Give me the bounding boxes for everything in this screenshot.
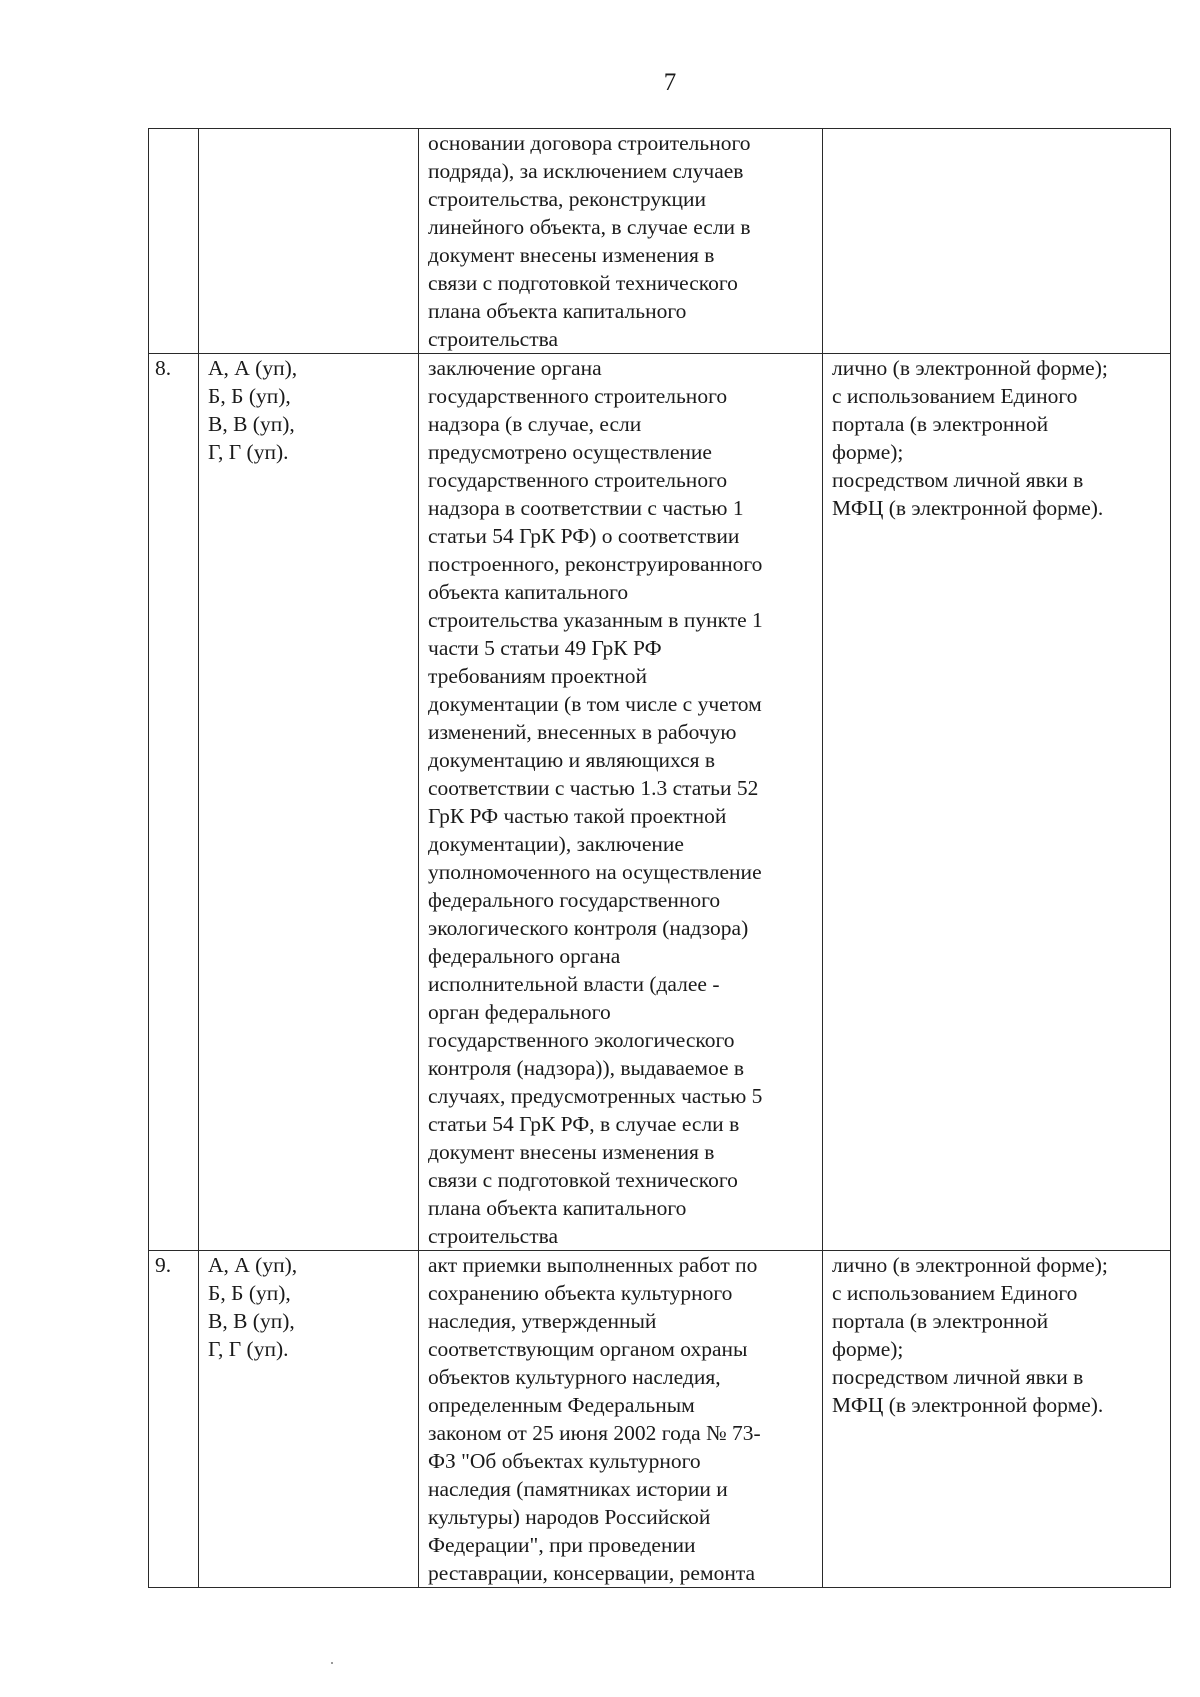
page-number: 7 xyxy=(663,69,677,96)
submission-method-line: лично (в электронной форме); xyxy=(832,1253,1108,1277)
document-text-line: реставрации, консервации, ремонта xyxy=(428,1561,756,1585)
document-text-line: ФЗ "Об объектах культурного xyxy=(428,1449,701,1473)
document-text-line: исполнительной власти (далее - xyxy=(428,972,720,996)
submission-method-line: форме); xyxy=(832,440,904,464)
row-number: 8. xyxy=(149,354,199,1251)
submission-method-line: МФЦ (в электронной форме). xyxy=(832,1393,1104,1417)
table-body xyxy=(149,129,1171,1588)
document-text-line: связи с подготовкой технического xyxy=(428,1168,738,1192)
applicant-code-line: В, В (уп), xyxy=(208,1309,295,1333)
document-text-line: строительства xyxy=(428,1224,559,1248)
submission-method-line: с использованием Единого xyxy=(832,1281,1078,1305)
submission-method-line: посредством личной явки в xyxy=(832,1365,1084,1389)
document-text-line: контроля (надзора)), выдаваемое в xyxy=(428,1056,745,1080)
document-description-cell xyxy=(419,129,823,354)
table-row xyxy=(149,1251,1171,1588)
submission-method-line: МФЦ (в электронной форме). xyxy=(832,496,1104,520)
row-number xyxy=(149,129,199,354)
document-text-line: наследия, утвержденный xyxy=(428,1309,657,1333)
applicant-codes-cell xyxy=(199,129,419,354)
document-description-cell xyxy=(419,354,823,1251)
document-text-line: построенного, реконструированного xyxy=(428,552,763,576)
submission-method-line: форме); xyxy=(832,1337,904,1361)
document-text-line: объектов культурного наследия, xyxy=(428,1365,721,1389)
document-text-line: сохранению объекта культурного xyxy=(428,1281,733,1305)
documents-table xyxy=(148,128,1171,1588)
document-text-line: акт приемки выполненных работ по xyxy=(428,1253,758,1277)
submission-method-line: с использованием Единого xyxy=(832,384,1078,408)
document-text-line: плана объекта капитального xyxy=(428,299,687,323)
applicant-code-line: Г, Г (уп). xyxy=(208,440,289,464)
document-text-line: статьи 54 ГрК РФ, в случае если в xyxy=(428,1112,740,1136)
submission-method-cell xyxy=(823,1251,1171,1588)
document-text-line: линейного объекта, в случае если в xyxy=(428,215,751,239)
submission-method-cell xyxy=(823,129,1171,354)
document-text-line: надзора в соответствии с частью 1 xyxy=(428,496,744,520)
document-text-line: объекта капитального xyxy=(428,580,629,604)
submission-method-line: посредством личной явки в xyxy=(832,468,1084,492)
applicant-codes-cell xyxy=(199,354,419,1251)
applicant-code-line: Б, Б (уп), xyxy=(208,384,291,408)
document-text-line: экологического контроля (надзора) xyxy=(428,916,749,940)
applicant-code-line: В, В (уп), xyxy=(208,412,295,436)
document-text-line: соответствующим органом охраны xyxy=(428,1337,748,1361)
document-text-line: надзора (в случае, если xyxy=(428,412,642,436)
table-row xyxy=(149,129,1171,354)
document-text-line: государственного экологического xyxy=(428,1028,735,1052)
document-text-line: Федерации", при проведении xyxy=(428,1533,696,1557)
document-text-line: подряда), за исключением случаев xyxy=(428,159,744,183)
submission-method-line: лично (в электронной форме); xyxy=(832,356,1108,380)
submission-method-line: портала (в электронной xyxy=(832,1309,1049,1333)
table-row xyxy=(149,354,1171,1251)
document-text-line: документации (в том числе с учетом xyxy=(428,692,762,716)
document-text-line: строительства, реконструкции xyxy=(428,187,707,211)
document-text-line: культуры) народов Российской xyxy=(428,1505,711,1529)
document-text-line: уполномоченного на осуществление xyxy=(428,860,762,884)
document-text-line: государственного строительного xyxy=(428,384,728,408)
document-text-line: законом от 25 июня 2002 года № 73- xyxy=(428,1421,761,1445)
document-text-line: заключение органа xyxy=(428,356,602,380)
document-text-line: случаях, предусмотренных частью 5 xyxy=(428,1084,763,1108)
document-text-line: предусмотрено осуществление xyxy=(428,440,712,464)
document-text-line: документ внесены изменения в xyxy=(428,1140,715,1164)
applicant-code-line: А, А (уп), xyxy=(208,356,298,380)
applicant-code-line: Б, Б (уп), xyxy=(208,1281,291,1305)
document-text-line: федерального органа xyxy=(428,944,621,968)
document-text-line: соответствии с частью 1.3 статьи 52 xyxy=(428,776,759,800)
document-text-line: документации), заключение xyxy=(428,832,684,856)
document-text-line: определенным Федеральным xyxy=(428,1393,695,1417)
row-number: 9. xyxy=(149,1251,199,1588)
document-text-line: требованиям проектной xyxy=(428,664,648,688)
applicant-codes-cell xyxy=(199,1251,419,1588)
applicant-code-line: Г, Г (уп). xyxy=(208,1337,289,1361)
document-text-line: документацию и являющихся в xyxy=(428,748,716,772)
document-text-line: ГрК РФ частью такой проектной xyxy=(428,804,727,828)
document-text-line: связи с подготовкой технического xyxy=(428,271,738,295)
submission-method-line: портала (в электронной xyxy=(832,412,1049,436)
document-text-line: государственного строительного xyxy=(428,468,728,492)
document-text-line: основании договора строительного xyxy=(428,131,751,155)
scan-mark xyxy=(331,1662,333,1664)
submission-method-cell xyxy=(823,354,1171,1251)
document-text-line: документ внесены изменения в xyxy=(428,243,715,267)
document-text-line: плана объекта капитального xyxy=(428,1196,687,1220)
document-description-cell xyxy=(419,1251,823,1588)
document-text-line: федерального государственного xyxy=(428,888,721,912)
document-text-line: строительства указанным в пункте 1 xyxy=(428,608,763,632)
document-text-line: части 5 статьи 49 ГрК РФ xyxy=(428,636,662,660)
applicant-code-line: А, А (уп), xyxy=(208,1253,298,1277)
document-text-line: орган федерального xyxy=(428,1000,611,1024)
document-text-line: статьи 54 ГрК РФ) о соответствии xyxy=(428,524,740,548)
document-text-line: изменений, внесенных в рабочую xyxy=(428,720,737,744)
document-text-line: строительства xyxy=(428,327,559,351)
document-text-line: наследия (памятниках истории и xyxy=(428,1477,728,1501)
